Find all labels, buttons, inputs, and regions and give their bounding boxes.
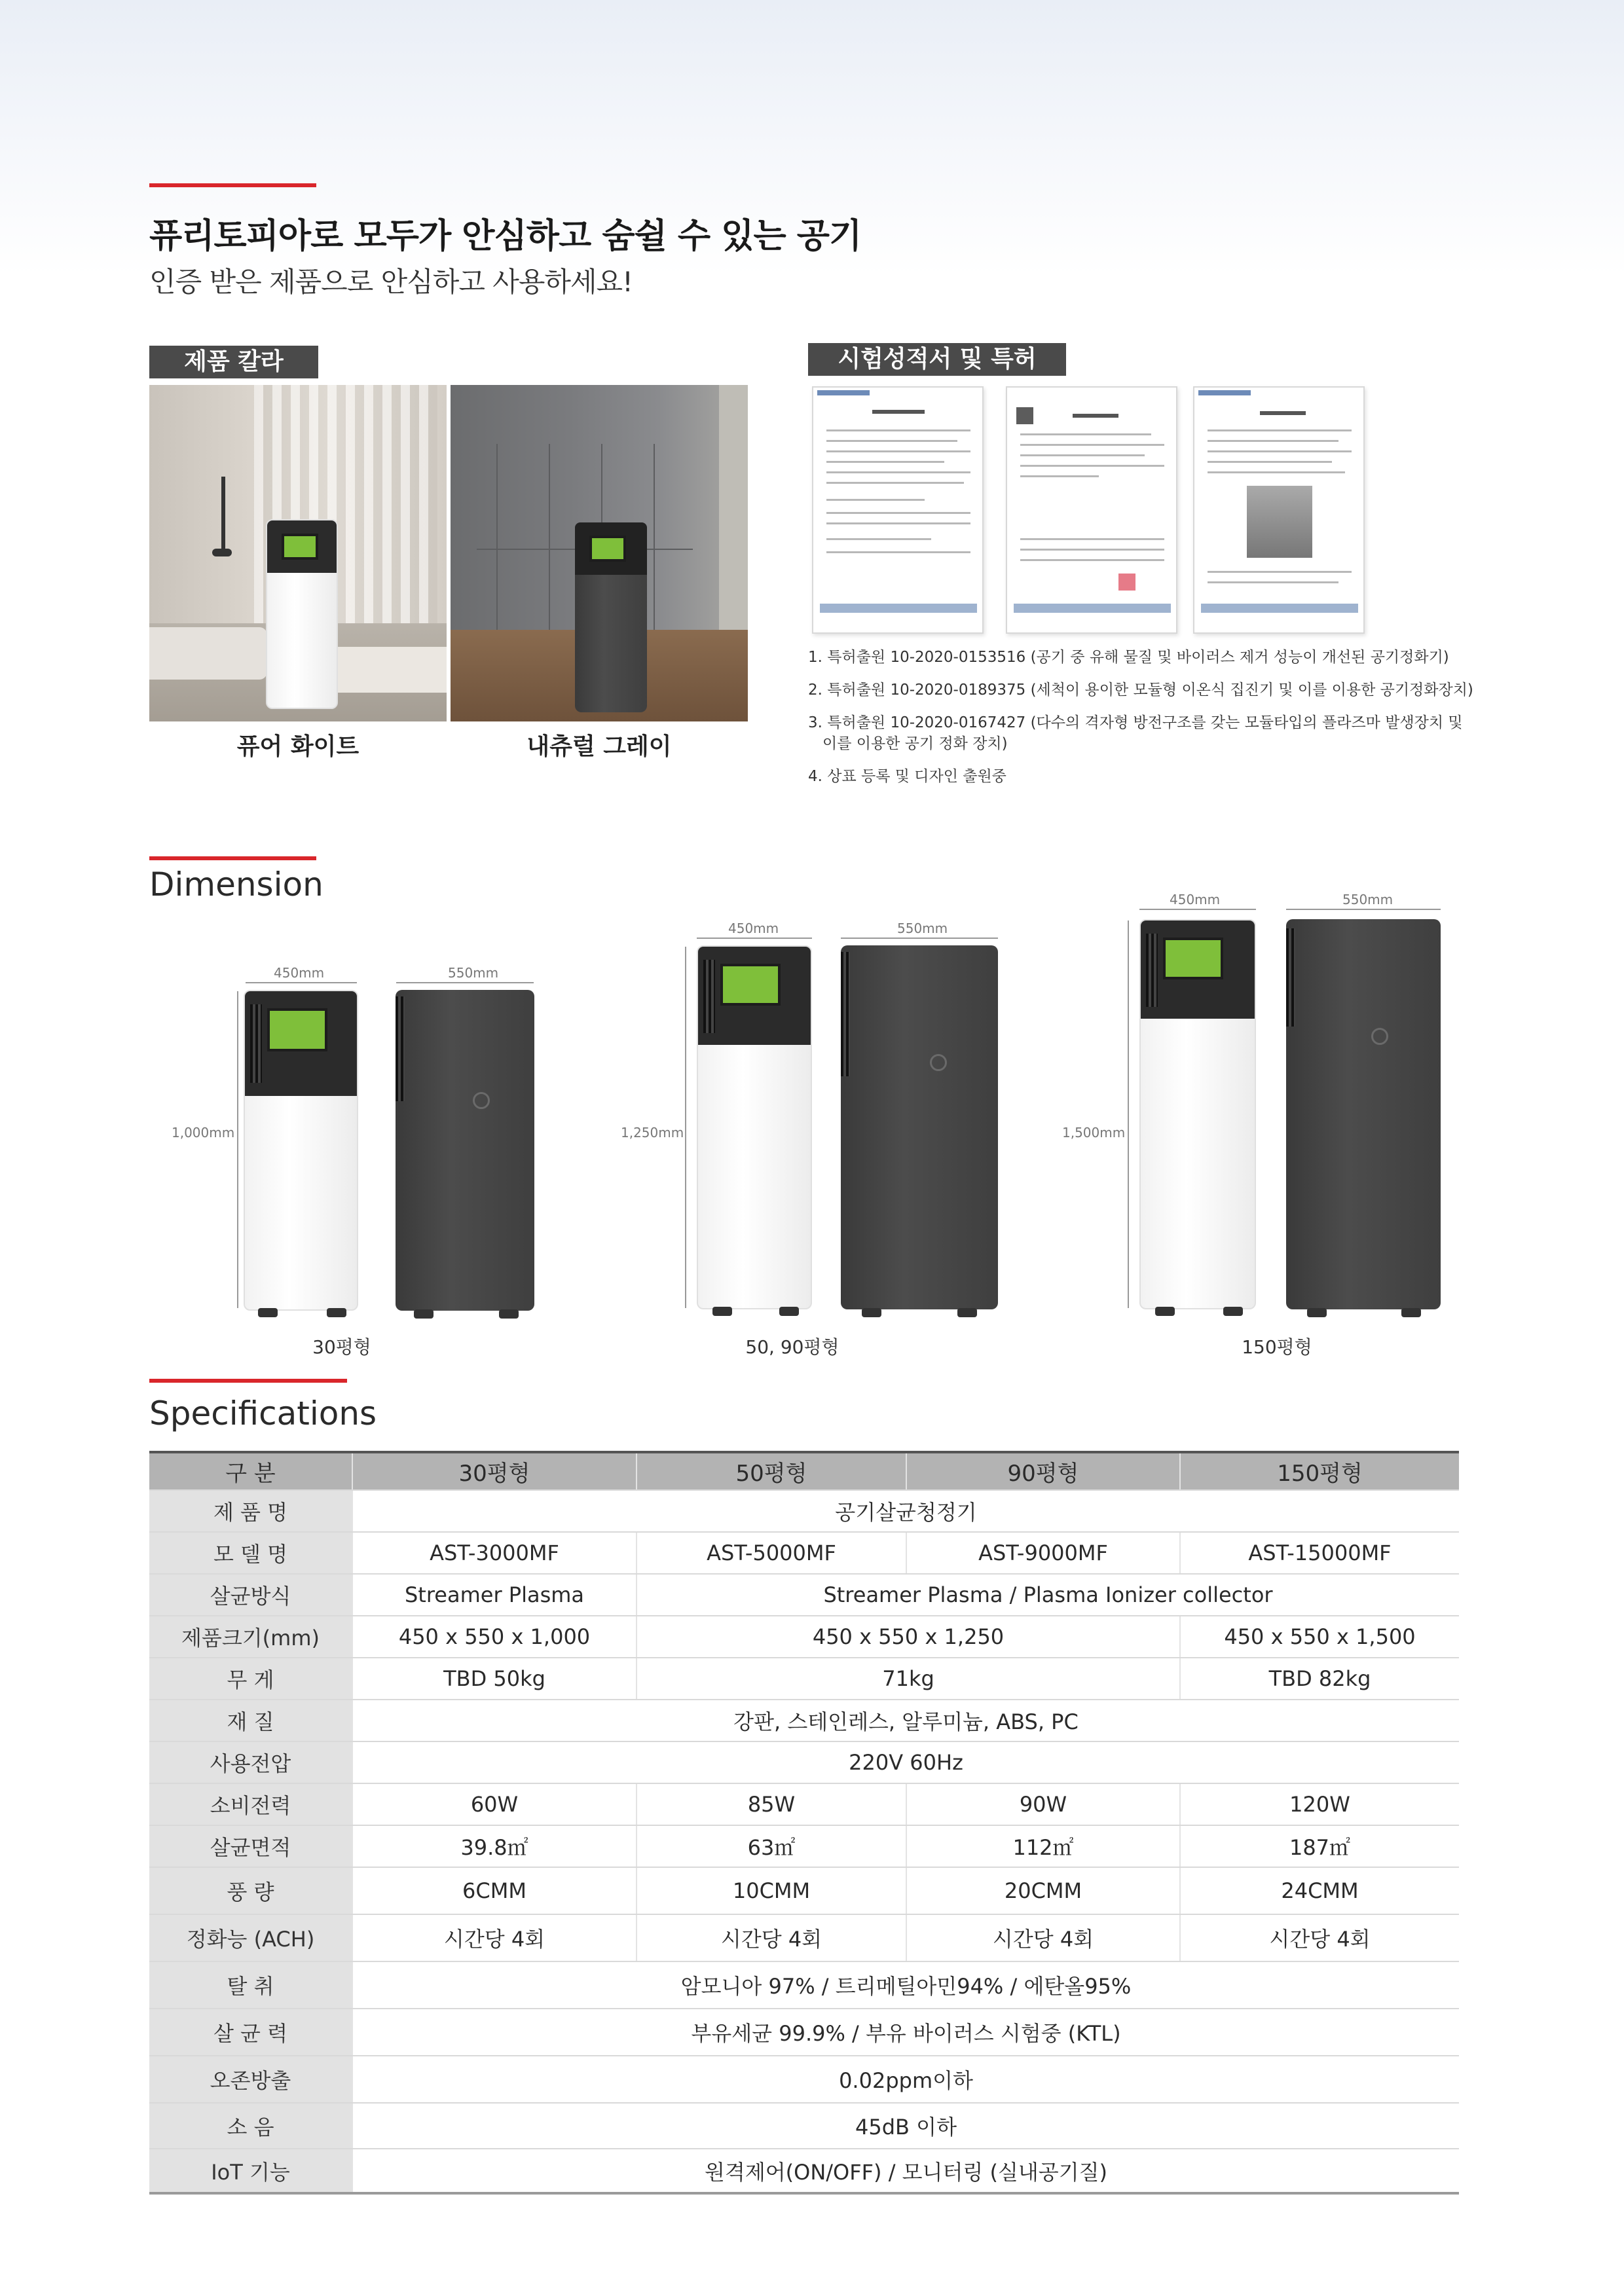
spec-row-voltage [149, 1741, 1459, 1783]
spec-value: 시간당 4회 [906, 1914, 1180, 1961]
spec-value: 0.02ppm이하 [352, 2056, 1459, 2103]
spec-value: 6CMM [352, 1867, 637, 1914]
spec-value: 39.8㎡ [352, 1825, 637, 1867]
spec-label: 탈 취 [149, 1961, 352, 2009]
spec-row-steril [149, 2009, 1459, 2056]
spec-col-category: 구 분 [149, 1452, 352, 1490]
spec-row-area [149, 1825, 1459, 1867]
spec-label: 살균방식 [149, 1574, 352, 1616]
spec-value: 시간당 4회 [352, 1914, 637, 1961]
spec-label: 살균면적 [149, 1825, 352, 1867]
unit-gray-150 [1286, 919, 1441, 1309]
spec-value: 90W [906, 1783, 1180, 1825]
spec-row-material [149, 1700, 1459, 1741]
spec-value: 220V 60Hz [352, 1741, 1459, 1783]
dimension-accent-bar [149, 856, 316, 860]
photo-natural-gray [451, 385, 748, 721]
dimension-heading: Dimension [149, 866, 323, 903]
spec-label: 오존방출 [149, 2056, 352, 2103]
spec-row-power [149, 1783, 1459, 1825]
spec-col-30: 30평형 [352, 1452, 637, 1490]
spec-value: 시간당 4회 [637, 1914, 906, 1961]
spec-label: 제 품 명 [149, 1490, 352, 1532]
spec-label: 정화능 (ACH) [149, 1914, 352, 1961]
spec-value: 450 x 550 x 1,000 [352, 1616, 637, 1658]
spec-row-method [149, 1574, 1459, 1616]
dim-caption-2: 50, 90평형 [745, 1336, 840, 1358]
spec-row-size [149, 1616, 1459, 1658]
title-accent-bar [149, 183, 316, 187]
spec-value: 63㎡ [637, 1825, 906, 1867]
unit-gray-30 [396, 990, 534, 1311]
spec-value: 부유세균 99.9% / 부유 바이러스 시험중 (KTL) [352, 2009, 1459, 2056]
spec-value: 원격제어(ON/OFF) / 모니터링 (실내공기질) [352, 2149, 1459, 2193]
spec-row-ozone [149, 2056, 1459, 2103]
spec-row-ach [149, 1914, 1459, 1961]
dim-depth-3: 550mm [1342, 892, 1393, 907]
spec-row-iot [149, 2149, 1459, 2193]
patent-item-1: 1. 특허출원 10-2020-0153516 (공기 중 유해 물질 및 바이러스 제거 성능이 개선된 공기정화기) [808, 649, 1449, 666]
dim-width-1: 450mm [274, 965, 325, 981]
spec-value: 강판, 스테인레스, 알루미늄, ABS, PC [352, 1700, 1459, 1741]
spec-col-150: 150평형 [1180, 1452, 1459, 1490]
spec-value: AST-3000MF [352, 1532, 637, 1574]
test-report-thumbnail-2 [1006, 386, 1177, 634]
caption-natural-gray: 내츄럴 그레이 [526, 733, 672, 760]
dim-height-3: 1,500mm [1062, 1125, 1126, 1140]
spec-label: 살 균 력 [149, 2009, 352, 2056]
spec-value: 60W [352, 1783, 637, 1825]
page-subtitle: 인증 받은 제품으로 안심하고 사용하세요! [149, 266, 633, 298]
spec-value: 시간당 4회 [1180, 1914, 1459, 1961]
spec-row-product [149, 1490, 1459, 1532]
caption-pure-white: 퓨어 화이트 [236, 733, 360, 760]
specs-heading: Specifications [149, 1394, 377, 1432]
spec-value: 120W [1180, 1783, 1459, 1825]
spec-row-model [149, 1532, 1459, 1574]
spec-value: AST-15000MF [1180, 1532, 1459, 1574]
spec-value: 71kg [637, 1658, 1180, 1700]
spec-value: 20CMM [906, 1867, 1180, 1914]
spec-label: 무 게 [149, 1658, 352, 1700]
patent-item-2: 2. 특허출원 10-2020-0189375 (세척이 용이한 모듈형 이온식 집진기 및 이를 이용한 공기정화장치) [808, 682, 1473, 699]
spec-label: 소비전력 [149, 1783, 352, 1825]
spec-value: TBD 82kg [1180, 1658, 1459, 1700]
spec-value: 공기살균청정기 [352, 1490, 1459, 1532]
spec-label: 모 델 명 [149, 1532, 352, 1574]
spec-value: 450 x 550 x 1,500 [1180, 1616, 1459, 1658]
spec-label: 제품크기(mm) [149, 1616, 352, 1658]
test-report-thumbnail-1 [812, 386, 984, 634]
spec-row-weight [149, 1658, 1459, 1700]
dim-caption-1: 30평형 [312, 1336, 371, 1358]
patent-item-3: 3. 특허출원 10-2020-0167427 (다수의 격자형 방전구조를 갖는 모듈타입의 플라즈마 발생장치 및 [808, 714, 1463, 731]
spec-label: 재 질 [149, 1700, 352, 1741]
dim-height-2: 1,250mm [621, 1125, 684, 1140]
spec-value: 187㎡ [1180, 1825, 1459, 1867]
spec-value: 450 x 550 x 1,250 [637, 1616, 1180, 1658]
unit-white-30 [244, 990, 358, 1311]
spec-value: 24CMM [1180, 1867, 1459, 1914]
spec-col-50: 50평형 [637, 1452, 906, 1490]
spec-value: 45dB 이하 [352, 2103, 1459, 2149]
spec-col-90: 90평형 [906, 1452, 1180, 1490]
spec-value: 10CMM [637, 1867, 906, 1914]
dim-width-2: 450mm [728, 920, 779, 936]
spec-value: TBD 50kg [352, 1658, 637, 1700]
unit-white-150 [1139, 919, 1256, 1309]
spec-label: IoT 기능 [149, 2149, 352, 2193]
spec-label: 사용전압 [149, 1741, 352, 1783]
dim-caption-3: 150평형 [1242, 1336, 1312, 1358]
dim-depth-2: 550mm [897, 920, 948, 936]
colors-section-label: 제품 칼라 [149, 346, 318, 378]
spec-label: 소 음 [149, 2103, 352, 2149]
dim-depth-1: 550mm [448, 965, 499, 981]
dim-height-1: 1,000mm [172, 1125, 235, 1140]
spec-value: 112㎡ [906, 1825, 1180, 1867]
unit-white-5090 [697, 945, 812, 1309]
spec-value: Streamer Plasma / Plasma Ionizer collector [637, 1574, 1459, 1616]
spec-label: 풍 량 [149, 1867, 352, 1914]
spec-row-deodor [149, 1961, 1459, 2009]
spec-row-airflow [149, 1867, 1459, 1914]
dim-width-3: 450mm [1170, 892, 1221, 907]
spec-value: 85W [637, 1783, 906, 1825]
test-report-thumbnail-3 [1193, 386, 1365, 634]
page-title: 퓨리토피아로 모두가 안심하고 숨쉴 수 있는 공기 [149, 217, 862, 256]
spec-value: Streamer Plasma [352, 1574, 637, 1616]
patent-item-4: 4. 상표 등록 및 디자인 출원중 [808, 768, 1006, 785]
spec-table [149, 1451, 1459, 2195]
unit-gray-5090 [841, 945, 998, 1309]
spec-value: AST-5000MF [637, 1532, 906, 1574]
photo-pure-white [149, 385, 447, 721]
patent-item-3-cont: 이를 이용한 공기 정화 장치) [822, 735, 1008, 752]
certs-section-label: 시험성적서 및 특허 [808, 343, 1066, 376]
spec-value: AST-9000MF [906, 1532, 1180, 1574]
specs-accent-bar [149, 1379, 347, 1383]
spec-header-row [149, 1452, 1459, 1490]
spec-row-noise [149, 2103, 1459, 2149]
spec-value: 암모니아 97% / 트리메틸아민94% / 에탄올95% [352, 1961, 1459, 2009]
